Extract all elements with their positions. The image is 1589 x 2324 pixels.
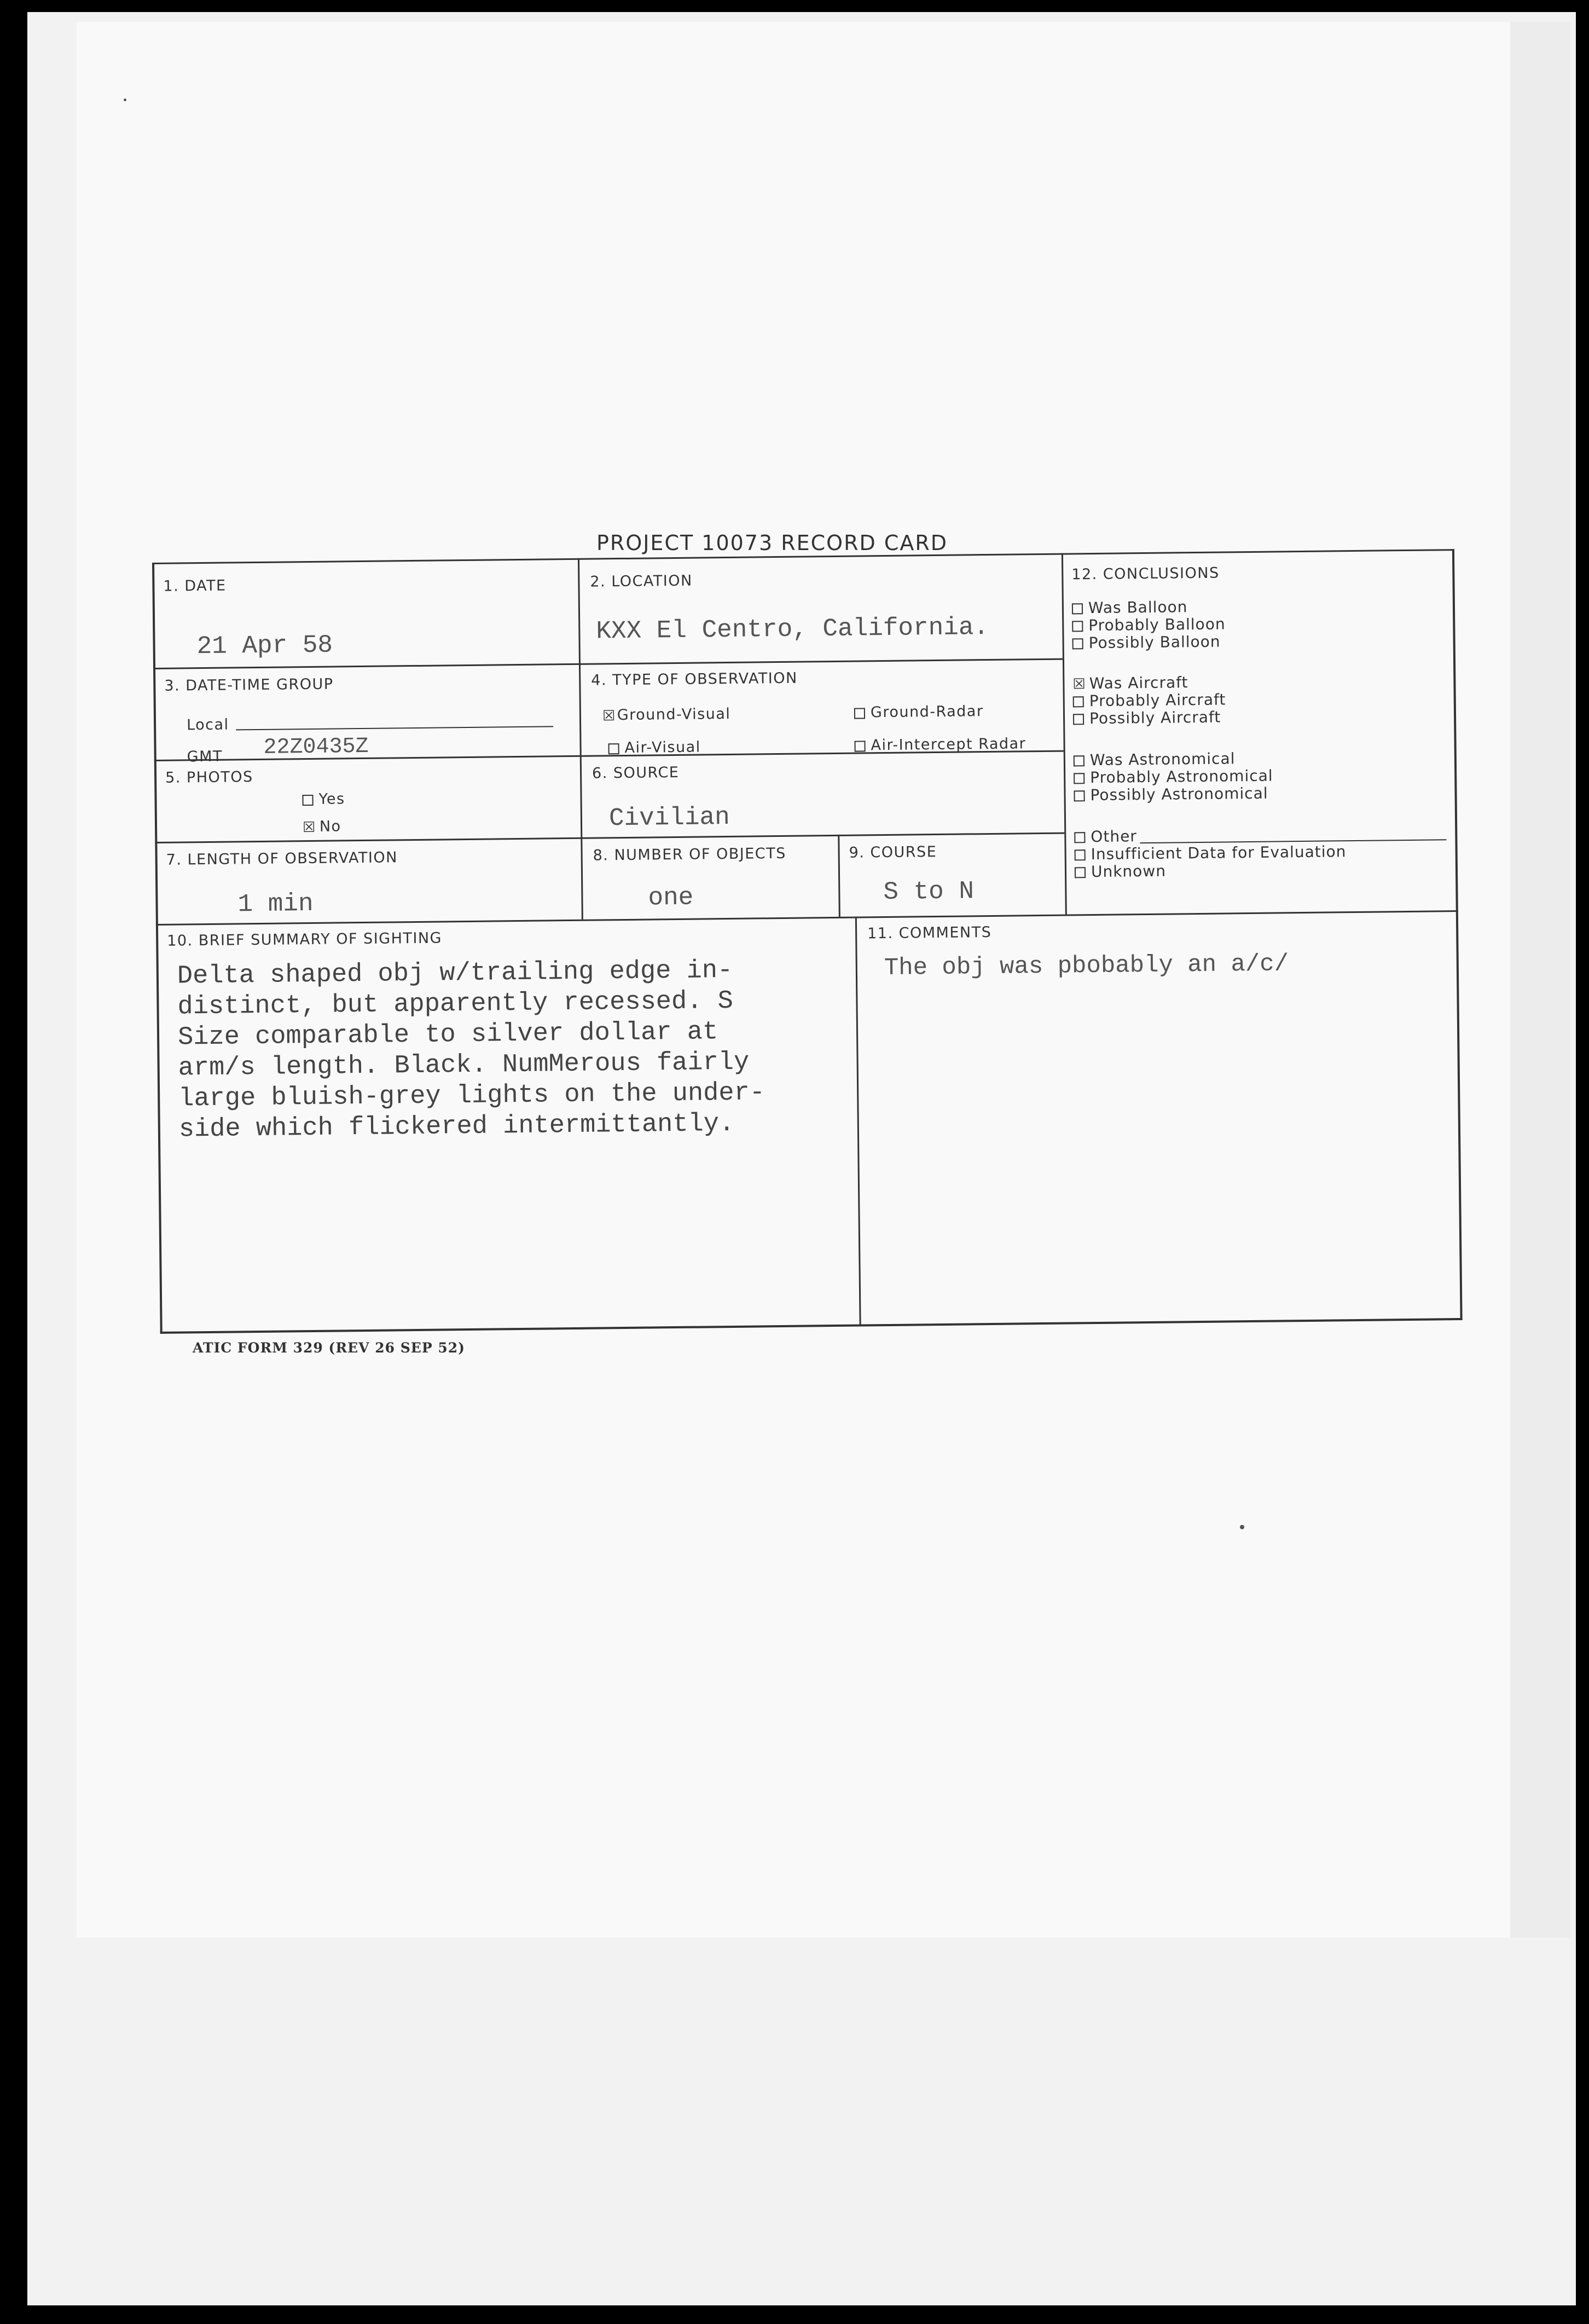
type-of-observation-label: 4. TYPE OF OBSERVATION — [591, 669, 798, 689]
divider-col10-11 — [855, 917, 861, 1327]
length-of-observation-label: 7. LENGTH OF OBSERVATION — [166, 849, 398, 869]
summary-line-3: Size comparable to silver dollar at — [177, 1018, 718, 1053]
number-of-objects-label: 8. NUMBER OF OBJECTS — [593, 845, 786, 864]
obs-air-intercept-radar-label: Air-Intercept Radar — [871, 735, 1027, 754]
length-of-observation-value: 1 min — [237, 889, 314, 919]
gmt-value: 22Z0435Z — [263, 734, 369, 760]
date-label: 1. DATE — [163, 577, 227, 595]
checkbox-air-intercept-radar — [854, 741, 865, 751]
conclusion-other — [1074, 827, 1137, 846]
checkbox-probably-aircraft — [1073, 696, 1084, 707]
location-value: KXX El Centro, California. — [596, 612, 989, 646]
conclusion-was-balloon-label: Was Balloon — [1088, 598, 1188, 617]
conclusion-was-aircraft-label: Was Aircraft — [1089, 673, 1188, 693]
checkbox-photos-yes — [302, 794, 313, 805]
checkbox-possibly-balloon — [1072, 638, 1083, 649]
obs-air-visual — [608, 739, 700, 757]
conclusions-label: 12. CONCLUSIONS — [1071, 564, 1220, 583]
gmt-label: GMT — [187, 748, 223, 766]
conclusion-possibly-astronomical — [1074, 784, 1268, 805]
conclusion-insufficient-data-label: Insufficient Data for Evaluation — [1091, 842, 1347, 864]
divider-row1 — [153, 658, 1063, 669]
divider-col8-9 — [838, 835, 840, 917]
form-footer: ATIC FORM 329 (REV 26 SEP 52) — [193, 1340, 465, 1356]
conclusion-possibly-astronomical-label: Possibly Astronomical — [1090, 784, 1268, 805]
summary-line-6: side which flickered intermittantly. — [178, 1109, 735, 1144]
divider-row4 — [156, 910, 1458, 926]
photos-yes — [302, 790, 345, 808]
summary-line-2: distinct, but apparently recessed. S — [177, 986, 734, 1022]
local-underline — [236, 726, 553, 730]
checkbox-unknown — [1075, 867, 1086, 878]
checkbox-insufficient-data — [1075, 849, 1086, 860]
checkbox-ground-radar — [854, 708, 865, 719]
conclusion-probably-balloon-label: Probably Balloon — [1088, 615, 1226, 635]
conclusion-possibly-aircraft — [1073, 708, 1221, 728]
conclusion-possibly-balloon-label: Possibly Balloon — [1088, 632, 1221, 652]
brief-summary-label: 10. BRIEF SUMMARY OF SIGHTING — [167, 929, 443, 950]
obs-ground-visual-label: Ground-Visual — [617, 705, 731, 724]
checkbox-probably-balloon — [1072, 621, 1083, 632]
checkbox-was-balloon — [1072, 603, 1083, 614]
conclusion-probably-aircraft-label: Probably Aircraft — [1089, 690, 1226, 710]
photos-yes-label: Yes — [318, 790, 345, 808]
conclusion-possibly-balloon — [1072, 633, 1220, 652]
obs-ground-radar-label: Ground-Radar — [870, 703, 984, 721]
record-card — [152, 549, 1463, 1334]
location-label: 2. LOCATION — [590, 572, 693, 591]
photos-label: 5. PHOTOS — [165, 768, 253, 787]
form-title: PROJECT 10073 RECORD CARD — [596, 531, 948, 555]
source-value: Civilian — [608, 802, 730, 833]
comments-value: The obj was pbobably an a/c/ — [884, 950, 1289, 982]
photos-no — [303, 818, 341, 835]
summary-line-5: large bluish-grey lights on the under- — [178, 1078, 765, 1114]
checkbox-was-astronomical — [1074, 755, 1085, 766]
source-label: 6. SOURCE — [591, 764, 680, 782]
number-of-objects-value: one — [648, 883, 694, 912]
conclusion-was-astronomical — [1074, 749, 1236, 769]
conclusion-other-label: Other — [1091, 827, 1138, 846]
checkbox-photos-no: ☒ — [302, 819, 317, 836]
obs-ground-visual — [602, 706, 731, 724]
divider-col2 — [1062, 553, 1067, 915]
divider-col1 — [578, 558, 583, 920]
course-label: 9. COURSE — [849, 843, 937, 862]
checkbox-probably-astronomical — [1074, 773, 1085, 784]
course-value: S to N — [883, 877, 975, 907]
conclusion-insufficient-data — [1074, 842, 1346, 863]
summary-line-4: arm/s length. Black. NumMerous fairly — [178, 1048, 750, 1083]
checkbox-ground-visual: ☒ — [602, 707, 616, 724]
conclusion-was-balloon — [1072, 598, 1188, 617]
photos-no-label: No — [319, 818, 341, 835]
film-speck — [124, 99, 126, 101]
summary-line-1: Delta shaped obj w/trailing edge in- — [177, 956, 733, 991]
checkbox-other — [1074, 832, 1085, 843]
comments-label: 11. COMMENTS — [867, 923, 992, 943]
conclusion-probably-balloon — [1072, 615, 1226, 634]
conclusion-was-astronomical-label: Was Astronomical — [1089, 749, 1236, 770]
conclusion-probably-astronomical — [1074, 767, 1273, 787]
conclusion-was-aircraft — [1072, 673, 1188, 692]
conclusion-unknown — [1075, 862, 1166, 881]
conclusion-possibly-aircraft-label: Possibly Aircraft — [1089, 708, 1221, 728]
date-time-group-label: 3. DATE-TIME GROUP — [164, 675, 334, 695]
checkbox-air-visual — [608, 743, 619, 754]
divider-row3 — [155, 833, 1064, 843]
checkbox-possibly-astronomical — [1074, 790, 1085, 801]
paper-edge-shadow — [1510, 22, 1570, 1938]
film-speck — [1240, 1525, 1244, 1529]
local-label: Local — [186, 716, 229, 734]
obs-air-intercept-radar — [854, 735, 1026, 754]
checkbox-possibly-aircraft — [1073, 714, 1084, 725]
conclusion-probably-astronomical-label: Probably Astronomical — [1090, 766, 1273, 787]
conclusion-unknown-label: Unknown — [1091, 862, 1167, 881]
obs-ground-radar — [854, 703, 984, 721]
date-value: 21 Apr 58 — [196, 631, 333, 661]
obs-air-visual-label: Air-Visual — [624, 738, 701, 756]
checkbox-was-aircraft: ☒ — [1072, 676, 1086, 693]
conclusion-probably-aircraft — [1073, 690, 1226, 710]
